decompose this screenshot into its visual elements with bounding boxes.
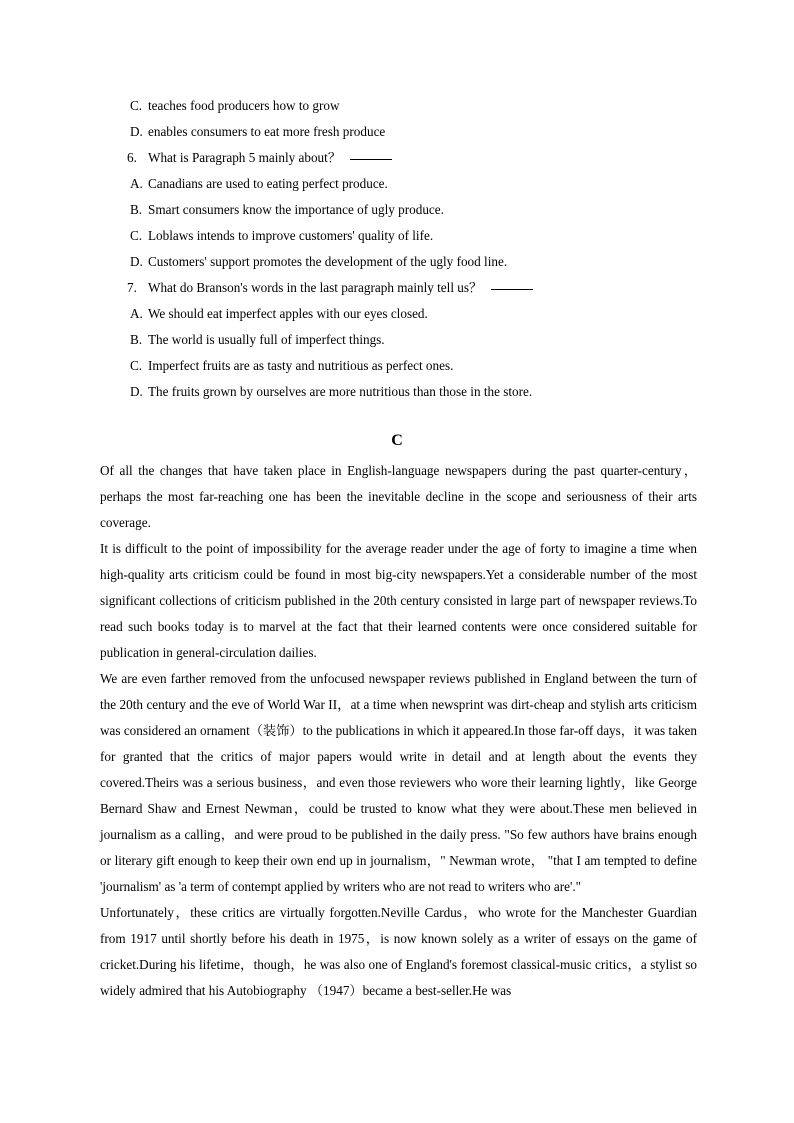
option-letter: A. xyxy=(130,176,143,191)
option-text: teaches food producers how to grow xyxy=(148,98,340,113)
question-text: What is Paragraph 5 mainly about？ xyxy=(148,150,342,165)
option-letter: D. xyxy=(130,384,143,399)
option-text: Smart consumers know the importance of ugly produce. xyxy=(148,202,444,217)
option-letter: D. xyxy=(130,124,143,139)
option-item[interactable] xyxy=(0,379,794,405)
option-item[interactable] xyxy=(0,93,794,119)
option-text: Imperfect fruits are as tasty and nutritious as perfect ones. xyxy=(148,358,454,373)
option-letter: C. xyxy=(130,358,143,373)
question-stem xyxy=(0,275,794,301)
option-item[interactable] xyxy=(0,119,794,145)
option-letter: D. xyxy=(130,254,143,269)
passage-paragraph: It is difficult to the point of impossibility for the average reader under the age of forty to imagine a time when high-quality arts criticism could be found in most big-city newspapers.Yet a considerable number of the most significant collections of criticism published in the 20th century consisted in large part of newspaper reviews.To read such books today is to marvel at the fact that their learned contents were once considered suitable for publication in general-circulation dailies. xyxy=(100,541,697,660)
answer-blank[interactable] xyxy=(350,148,392,160)
option-letter: B. xyxy=(130,332,143,347)
option-letter: C. xyxy=(130,98,143,113)
option-item[interactable] xyxy=(0,197,794,223)
option-text: enables consumers to eat more fresh produce xyxy=(148,124,386,139)
passage-paragraph: We are even farther removed from the unfocused newspaper reviews published in England between the turn of the 20th century and the eve of World War II，at a time when newsprint was dirt-cheap and stylish arts criticism was considered an ornament（装饰）to the publications in which it appeared.In those far-off days，it was taken for granted that the critics of major papers would write in detail and at length about the events they covered.Theirs was a serious business，and even those reviewers who wore their learning lightly，like George Bernard Shaw and Ernest Newman，could be trusted to know what they were about.These men believed in journalism as a calling，and were proud to be published in the daily press. "So few authors have brains enough or literary gift enough to keep their own end up in journalism，" Newman wrote， "that I am tempted to define 'journalism' as 'a term of contempt applied by writers who are not read to writers who are'." xyxy=(100,671,697,894)
option-text: Loblaws intends to improve customers' quality of life. xyxy=(148,228,434,243)
option-letter: C. xyxy=(130,228,143,243)
question-number: 6. xyxy=(127,150,137,165)
option-text: The fruits grown by ourselves are more nutritious than those in the store. xyxy=(148,384,533,399)
answer-blank[interactable] xyxy=(491,278,533,290)
option-item[interactable] xyxy=(0,223,794,249)
option-text: Canadians are used to eating perfect produce. xyxy=(148,176,388,191)
option-text: Customers' support promotes the development of the ugly food line. xyxy=(148,254,508,269)
option-letter: B. xyxy=(130,202,143,217)
question-number: 7. xyxy=(127,280,137,295)
option-item[interactable] xyxy=(0,249,794,275)
option-item[interactable] xyxy=(0,327,794,353)
option-text: The world is usually full of imperfect things. xyxy=(148,332,385,347)
section-heading: C xyxy=(391,432,403,449)
question-text: What do Branson's words in the last paragraph mainly tell us？ xyxy=(148,280,483,295)
option-item[interactable] xyxy=(0,301,794,327)
question-stem xyxy=(0,145,794,171)
questions-list xyxy=(0,93,794,405)
option-item[interactable] xyxy=(0,353,794,379)
option-letter: A. xyxy=(130,306,143,321)
option-item[interactable] xyxy=(0,171,794,197)
option-text: We should eat imperfect apples with our eyes closed. xyxy=(148,306,428,321)
passage-paragraph: Of all the changes that have taken place in English-language newspapers during the past quarter-century，perhaps the most far-reaching one has been the inevitable decline in the scope and seriousness of their arts coverage. xyxy=(100,463,697,530)
passage-paragraph: Unfortunately，these critics are virtually forgotten.Neville Cardus，who wrote for the Manchester Guardian from 1917 until shortly before his death in 1975，is now known solely as a writer of essays on the game of cricket.During his lifetime，though，he was also one of England's foremost classical-music critics，a stylist so widely admired that his Autobiography （1947）became a best-seller.He was xyxy=(100,905,697,998)
reading-passage xyxy=(100,458,697,1004)
